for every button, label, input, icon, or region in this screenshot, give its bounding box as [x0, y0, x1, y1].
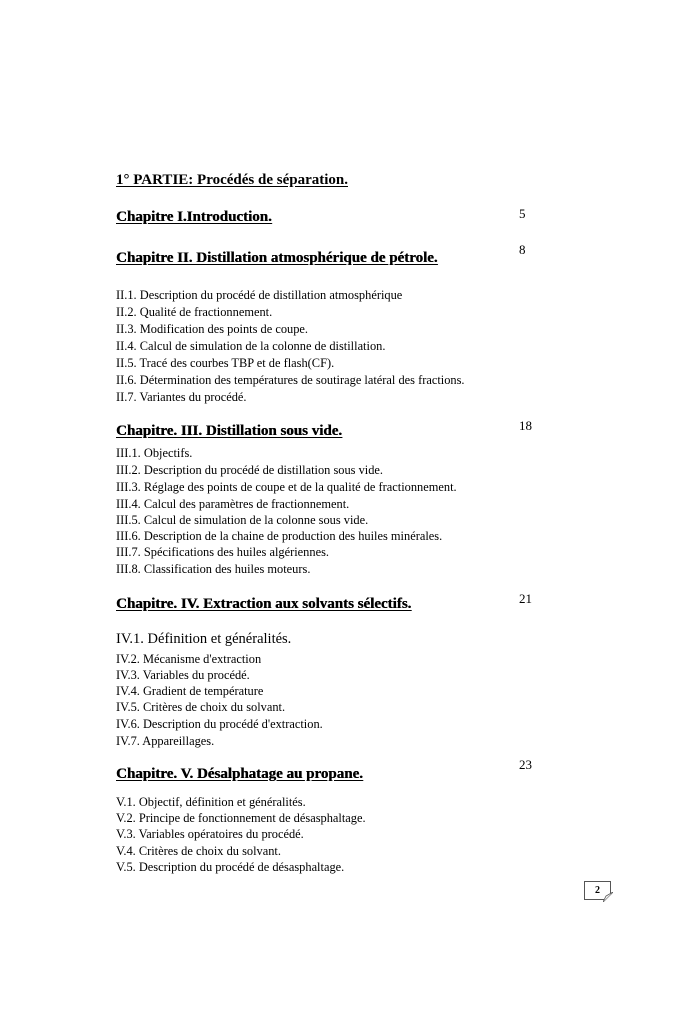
chapter-2-item: II.1. Description du procédé de distillation atmosphérique [116, 288, 403, 302]
chapter-1-page: 5 [519, 206, 526, 221]
chapter-4-item: IV.4. Gradient de température [116, 684, 264, 698]
chapter-4-item: IV.5. Critères de choix du solvant. [116, 700, 286, 714]
chapter-5-item: V.4. Critères de choix du solvant. [116, 844, 281, 858]
part-title: 1° PARTIE: Procédés de séparation. [116, 172, 348, 188]
chapter-5-item: V.5. Description du procédé de désasphaltage. [116, 860, 345, 874]
chapter-3-page: 18 [519, 418, 532, 433]
chapter-3-item: III.7. Spécifications des huiles algériennes. [116, 545, 329, 559]
chapter-3-item: III.5. Calcul de simulation de la colonne sous vide. [116, 513, 369, 527]
chapter-4-page: 21 [519, 591, 532, 606]
chapter-3-item: III.8. Classification des huiles moteurs. [116, 562, 311, 576]
chapter-4-item: IV.7. Appareillages. [116, 734, 215, 748]
page-fold-icon [603, 892, 613, 902]
chapter-4-title: Chapitre. IV. Extraction aux solvants sélectifs. [116, 596, 412, 612]
chapter-3-item: III.3. Réglage des points de coupe et de la qualité de fractionnement. [116, 480, 457, 494]
chapter-3-item: III.6. Description de la chaine de production des huiles minérales. [116, 529, 443, 543]
chapter-5-page: 23 [519, 757, 532, 772]
chapter-3-item: III.4. Calcul des paramètres de fractionnement. [116, 497, 350, 511]
chapter-5-title: Chapitre. V. Désalphatage au propane. [116, 766, 363, 782]
chapter-3-title: Chapitre. III. Distillation sous vide. [116, 423, 343, 439]
chapter-5-item: V.3. Variables opératoires du procédé. [116, 827, 304, 841]
chapter-3-item: III.1. Objectifs. [116, 446, 193, 460]
chapter-4-item: IV.6. Description du procédé d'extraction. [116, 717, 323, 731]
chapter-2-title: Chapitre II. Distillation atmosphérique de pétrole. [116, 250, 438, 266]
chapter-5-item: V.2. Principe de fonctionnement de désasphaltage. [116, 811, 366, 825]
chapter-2-item: II.6. Détermination des températures de soutirage latéral des fractions. [116, 373, 465, 387]
chapter-5-item: V.1. Objectif, définition et généralités. [116, 795, 306, 809]
page-number: 2 [595, 885, 600, 896]
chapter-1-title: Chapitre I.Introduction. [116, 209, 272, 225]
chapter-2-page: 8 [519, 242, 526, 257]
chapter-4-item: IV.1. Définition et généralités. [116, 631, 292, 647]
chapter-2-item: II.4. Calcul de simulation de la colonne de distillation. [116, 339, 386, 353]
chapter-2-item: II.3. Modification des points de coupe. [116, 322, 309, 336]
chapter-3-item: III.2. Description du procédé de distillation sous vide. [116, 463, 384, 477]
chapter-4-item: IV.3. Variables du procédé. [116, 668, 250, 682]
chapter-2-item: II.5. Tracé des courbes TBP et de flash(CF). [116, 356, 335, 370]
chapter-2-item: II.7. Variantes du procédé. [116, 390, 247, 404]
chapter-4-item: IV.2. Mécanisme d'extraction [116, 652, 262, 666]
chapter-2-item: II.2. Qualité de fractionnement. [116, 305, 273, 319]
